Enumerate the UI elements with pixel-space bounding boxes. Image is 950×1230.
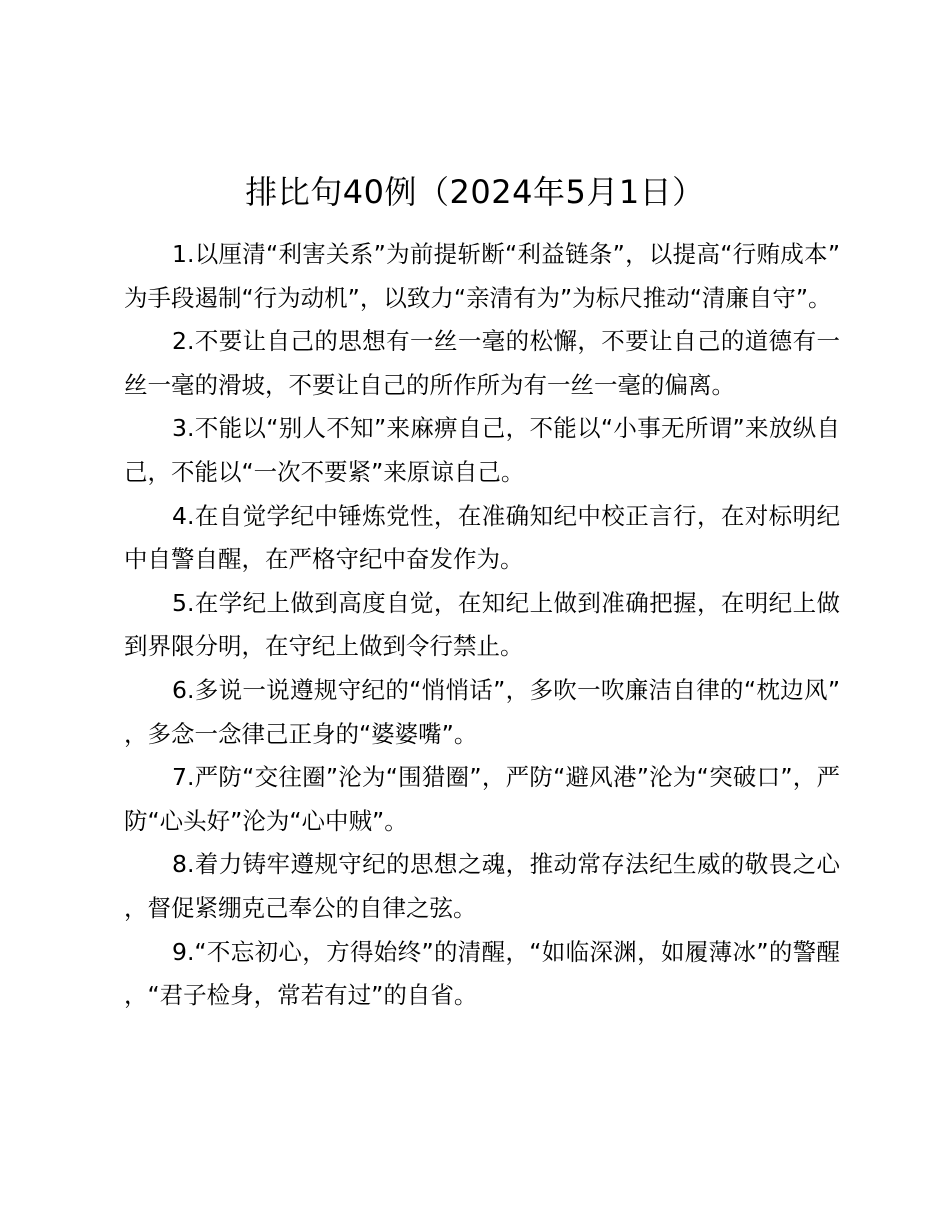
paragraph-4: 4.在自觉学纪中锤炼党性，在准确知纪中校正言行，在对标明纪中自警自醒，在严格守纪中奋发作为。 [124, 501, 840, 574]
document-title: 排比句40例（2024年5月1日） [245, 173, 705, 211]
paragraph-7: 7.严防“交往圈”沦为“围猎圈”，严防“避风港”沦为“突破口”，严防“心头好”沦为“心中贼”。 [124, 763, 840, 835]
paragraph-5: 5.在学纪上做到高度自觉，在知纪上做到准确把握，在明纪上做到界限分明，在守纪上做到令行禁止。 [124, 588, 840, 661]
paragraph-6: 6.多说一说遵规守纪的“悄悄话”，多吹一吹廉洁自律的“枕边风”，多念一念律己正身的“婆婆嘴”。 [124, 675, 840, 748]
paragraph-8: 8.着力铸牢遵规守纪的思想之魂，推动常存法纪生威的敬畏之心，督促紧绷克己奉公的自律之弦。 [124, 850, 840, 922]
paragraph-3: 3.不能以“别人不知”来麻痹自己，不能以“小事无所谓”来放纵自己，不能以“一次不要紧”来原谅自己。 [124, 414, 840, 486]
paragraph-2: 2.不要让自己的思想有一丝一毫的松懈，不要让自己的道德有一丝一毫的滑坡，不要让自己的所作所为有一丝一毫的偏离。 [124, 327, 840, 399]
paragraph-1: 1.以厘清“利害关系”为前提斩断“利益链条”，以提高“行贿成本”为手段遏制“行为动机”，以致力“亲清有为”为标尺推动“清廉自守”。 [124, 240, 840, 312]
document-body [124, 233, 840, 1018]
paragraph-9: 9.“不忘初心，方得始终”的清醒，“如临深渊，如履薄冰”的警醒，“君子检身，常若有过”的自省。 [124, 937, 840, 1010]
